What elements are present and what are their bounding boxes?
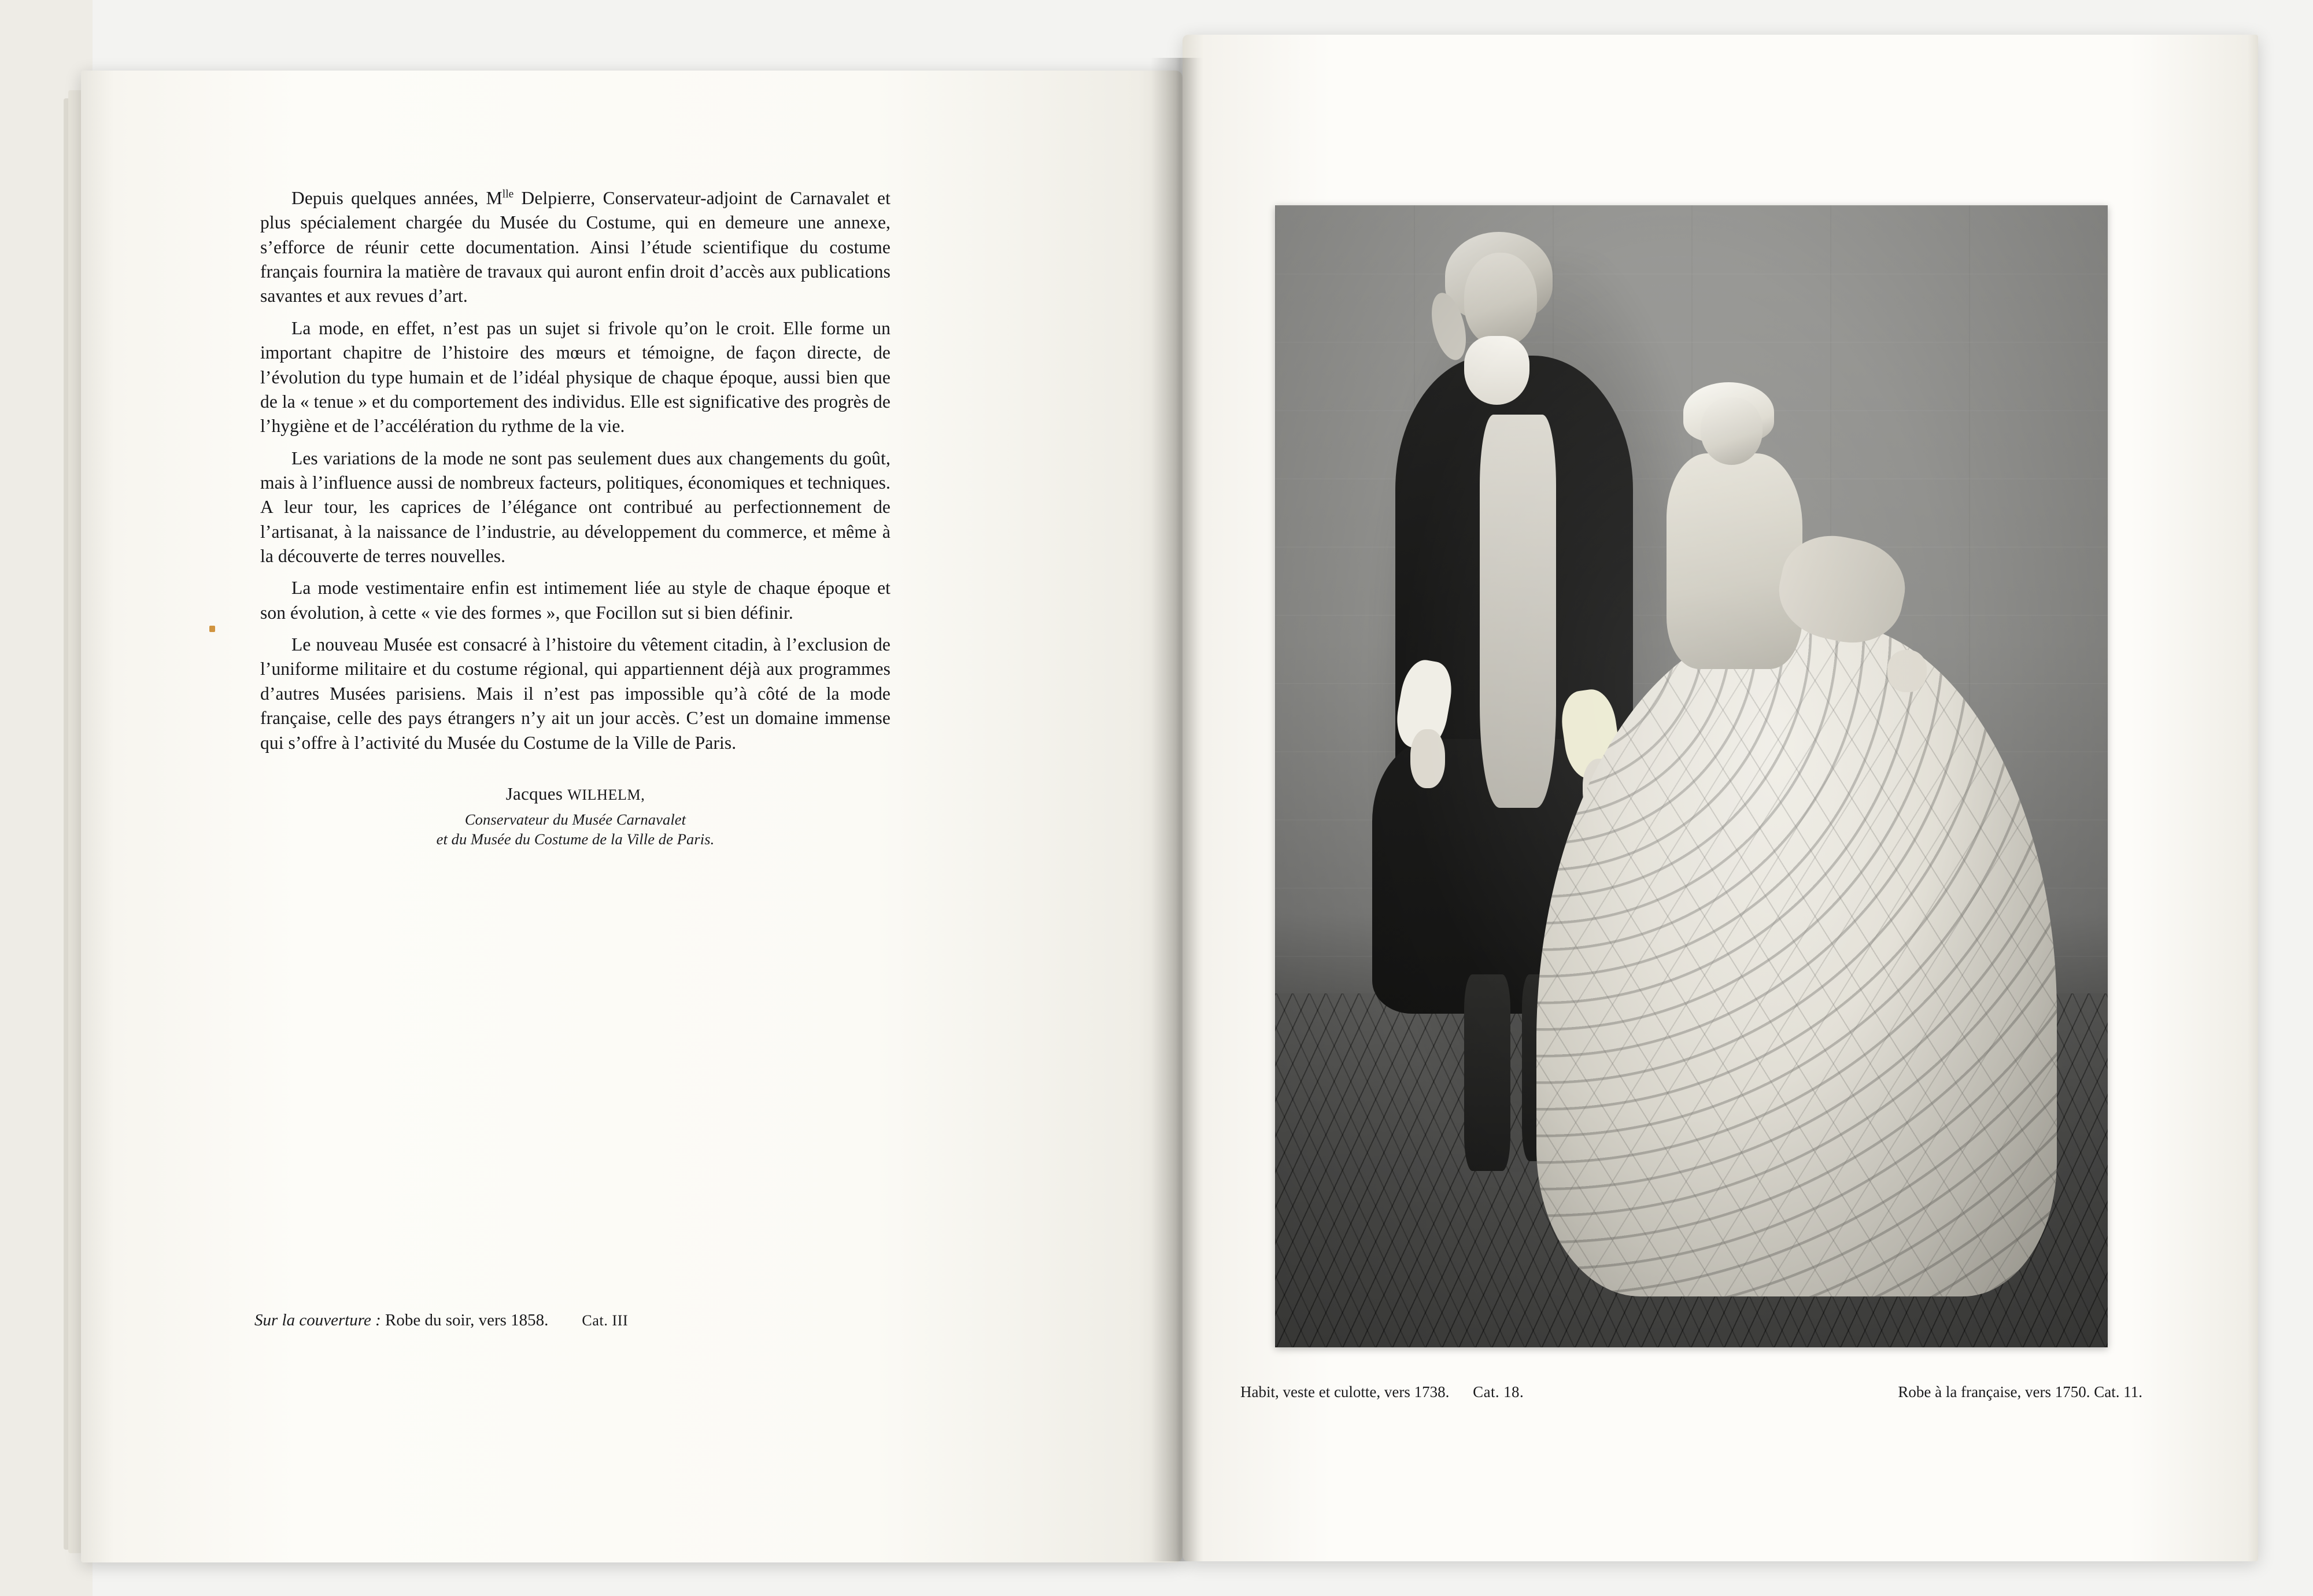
paragraph-1: Depuis quelques années, $M^{lle}$ Delpierre, Conservateur-adjoint de Carnavalet et plus spécialement chargée du Musée du Costume, qui en demeure une annexe, s’efforce de réunir cette documentation. Ainsi l’étude scientifique du costume français fournira la matière de travaux qui auront enfin droit d’accès aux publications savantes et aux revues d’art. <box>260 188 891 306</box>
body-text-column <box>260 186 891 849</box>
cover-note-text: Robe du soir, vers 1858. <box>380 1311 549 1329</box>
plate-caption-left <box>1240 1383 1524 1401</box>
plate-caption-left-catalog: Cat. 18. <box>1473 1383 1524 1401</box>
plate-caption-right: Robe à la française, vers 1750. Cat. 11. <box>1898 1383 2142 1401</box>
signature-first-name: Jacques <box>505 783 568 804</box>
signature-name <box>260 782 891 806</box>
signature-role-line-2: et du Musée du Costume de la Ville de Paris. <box>436 830 715 848</box>
plate-caption <box>1240 1383 2142 1401</box>
paragraph-2: La mode, en effet, n’est pas un sujet si frivole qu’on le croit. Elle forme un important chapitre de l’histoire des mœurs et témoigne, de façon directe, de l’évolution du type humain et de l’idéal physique de chaque époque, aussi bien que de la « tenue » et du comportement des individus. Elle est significative des progrès de l’hygiène et de l’accélération du rythme de la vie. <box>260 317 891 437</box>
cover-note-catalog-number: Cat. III <box>582 1312 629 1329</box>
paper-speck <box>209 626 215 632</box>
left-page <box>81 71 1183 1562</box>
cover-note-label: Sur la couverture : <box>254 1311 381 1329</box>
signature-role <box>260 810 891 849</box>
signature-role-line-1: Conservateur du Musée Carnavalet <box>464 810 686 828</box>
plate-caption-left-text: Habit, veste et culotte, vers 1738. <box>1240 1383 1450 1401</box>
cover-note <box>254 1311 937 1330</box>
signature-last-name: WILHELM, <box>567 786 645 803</box>
paragraph-3: Les variations de la mode ne sont pas seulement dues aux changements du goût, mais à l’influence aussi de nombreux facteurs, politiques, économiques et techniques. A leur tour, les caprices de l’élégance ont contribué au perfectionnement de l’artisanat, à la naissance de l’industrie, au développement du commerce, et même à la découverte de terres nouvelles. <box>260 448 891 567</box>
paragraph-4: La mode vestimentaire enfin est intimement liée au style de chaque époque et son évolution, à cette « vie des formes », que Focillon sut si bien définir. <box>260 578 891 623</box>
costume-photograph-plate <box>1275 205 2108 1347</box>
paragraph-5: Le nouveau Musée est consacré à l’histoire du vêtement citadin, à l’exclusion de l’uniforme militaire et du costume régional, qui appartiennent déjà aux programmes d’autres Musées parisiens. Mais il n’est pas impossible qu’à côté de la mode française, celle des pays étrangers n’y ait un jour accès. C’est un domaine immense qui s’offre à l’activité du Musée du Costume de la Ville de Paris. <box>260 634 891 753</box>
plate-vignette <box>1275 205 2108 1347</box>
signature-block <box>260 782 891 849</box>
